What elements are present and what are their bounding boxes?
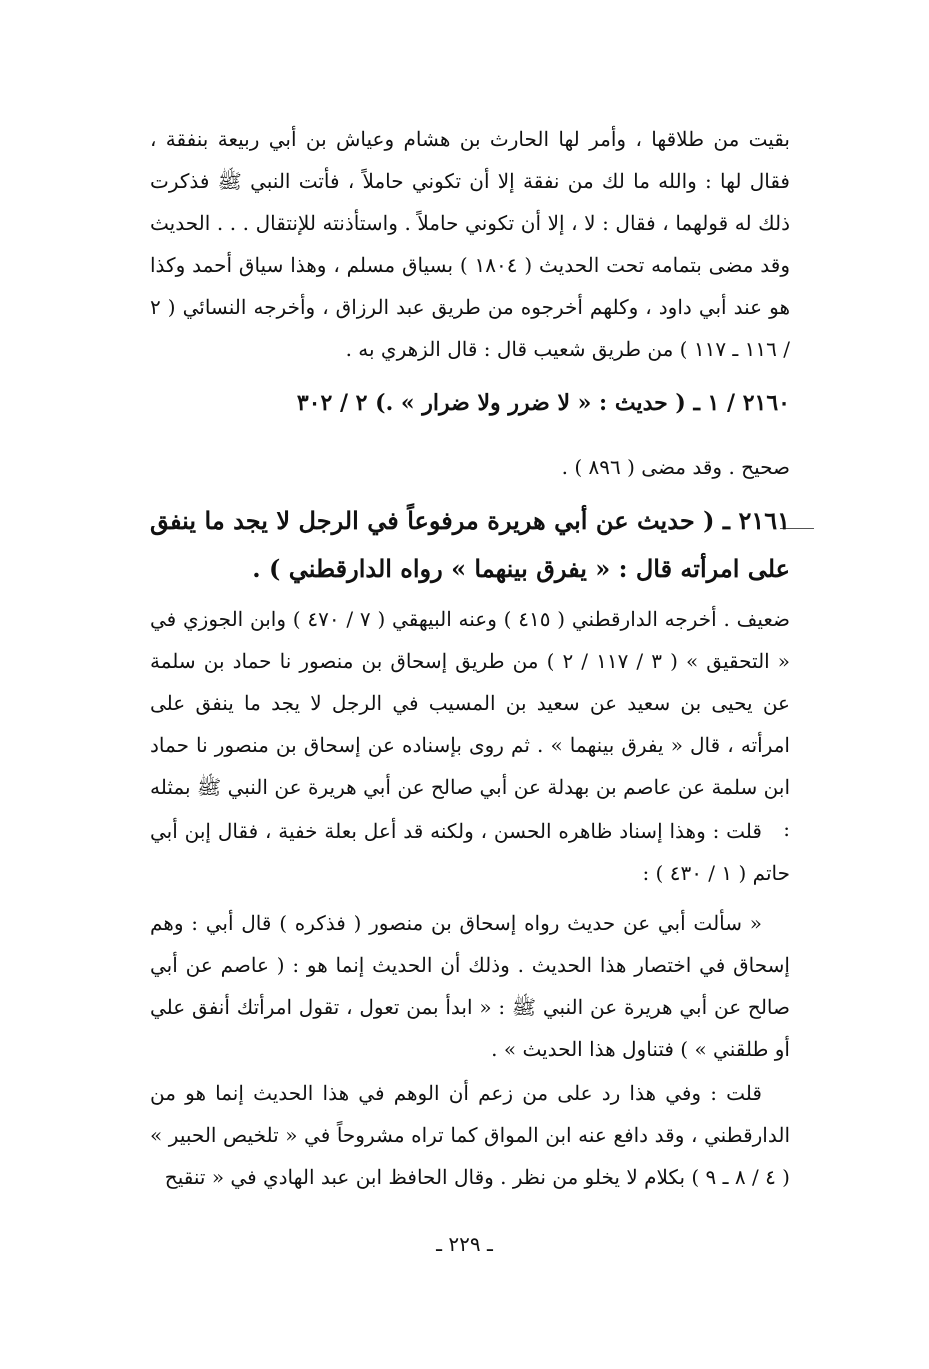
paragraph-text: بقيت من طلاقها ، وأمر لها الحارث بن هشام وعياش بن أبي ربيعة بنفقة ، فقال لها : والله ما لك من نفقة إلا أن تكوني حاملاً ، فأتت النبي ﷺ فذكرت ذلك له قولهما ، فقال : لا ، إلا أن تكوني حاملاً . واستأذنته للإنتقال . . . الحديث وقد مضى بتمامه تحت الحديث ( ١٨٠٤ ) بسياق مسلم ، وهذا سياق أحمد وكذا هو عند أبي داود ، وكلهم أخرجوه من طريق عبد الرزاق ، وأخرجه النسائي ( ٢ / ١١٦ ـ ١١٧ ) من طريق شعيب قال : قال الزهري به . bbox=[150, 127, 790, 361]
hadith-2161-heading bbox=[150, 497, 790, 593]
comment-paragraph-2 bbox=[150, 1072, 790, 1198]
paragraph-continuation bbox=[150, 118, 790, 370]
comment-paragraph-1 bbox=[150, 810, 790, 894]
comment-text-1: قلت : وهذا إسناد ظاهره الحسن ، ولكنه قد أعل بعلة خفية ، فقال إبن أبي حاتم ( ١ / ٤٣٠ ) : bbox=[150, 819, 790, 885]
hadith-2160-grade bbox=[150, 446, 790, 488]
hadith-2161-text: ٢١٦١ ـ ( حديث عن أبي هريرة مرفوعاً في الرجل لا يجد ما ينفق على امرأته قال : « يفرق بينهما » رواه الدارقطني ) . bbox=[150, 506, 790, 583]
comment-text-2: قلت : وفي هذا رد على من زعم أن الوهم في هذا الحديث إنما هو من الدارقطني ، وقد دافع عنه ابن المواق كما تراه مشروحاً في « تلخيص الحبير » ( ٤ / ٨ ـ ٩ ) بكلام لا يخلو من نظر . وقال الحافظ ابن عبد الهادي في « تنقيح bbox=[150, 1081, 790, 1189]
grade-rest: . وقد مضى ( ٨٩٦ ) . bbox=[561, 455, 742, 479]
grade-line bbox=[150, 446, 790, 488]
quote-text: « سألت أبي عن حديث رواه إسحاق بن منصور ( فذكره ) قال أبي : وهم إسحاق في اختصار هذا الحديث . وذلك أن الحديث إنما هو : ( عاصم عن أبي صالح عن أبي هريرة عن النبي ﷺ : « ابدأ بمن تعول ، تقول امرأتك أنفق علي أو طلقني » ) فتناول هذا الحديث » . bbox=[150, 911, 790, 1061]
grade-word: صحيح bbox=[741, 455, 790, 479]
takhrij-rest: . أخرجه الدارقطني ( ٤١٥ ) وعنه البيهقي ( ٧ / ٤٧٠ ) وابن الجوزي في « التحقيق » ( ٣ / ١١٧ / ٢ ) من طريق إسحاق بن منصور نا حماد بن سلمة عن يحيى بن سعيد عن سعيد بن المسيب في الرجل لا يجد ما ينفق على امرأته ، قال « يفرق بينهما » . ثم روى بإسناده عن إسحاق بن منصور نا حماد ابن سلمة عن عاصم بن بهدلة عن أبي صالح عن أبي هريرة عن النبي ﷺ بمثله : bbox=[150, 607, 791, 841]
hadith-2160-heading bbox=[150, 382, 800, 424]
quote-paragraph bbox=[150, 902, 790, 1070]
takhrij-grade-word: ضعيف bbox=[736, 607, 791, 631]
hadith-2160-text: ٢١٦٠ / ١ ـ ( حديث : « لا ضرر ولا ضرار » .) ٢ / ٣٠٢ bbox=[296, 390, 790, 416]
page-number: ـ ٢٢٩ ـ bbox=[436, 1232, 493, 1256]
